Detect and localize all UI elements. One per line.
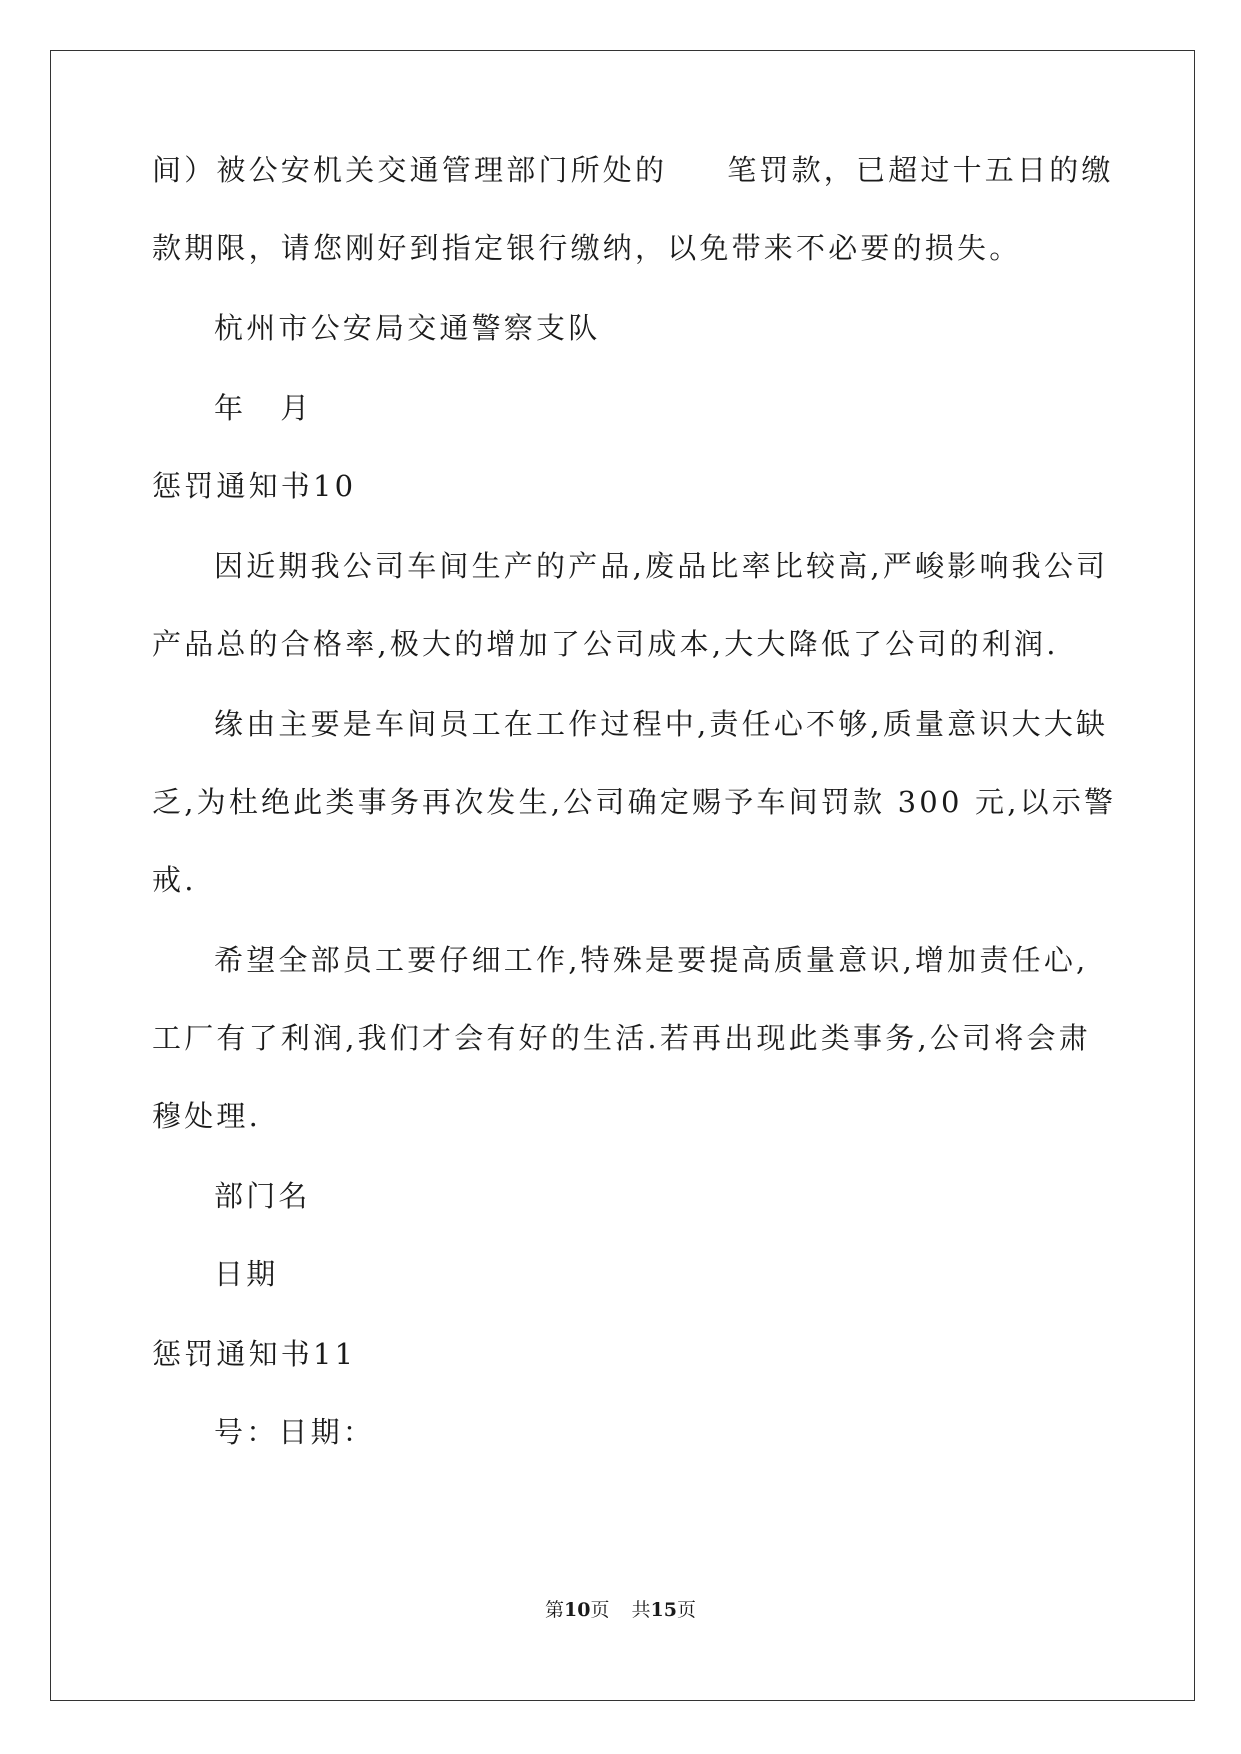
text-fragment: 间）被公安机关交通管理部门所处的: [152, 153, 668, 187]
paragraph-line: 乏,为杜绝此类事务再次发生,公司确定赐予车间罚款 300 元,以示警: [152, 785, 1117, 819]
paragraph-line: 号：日期：: [214, 1415, 376, 1449]
total-prefix: 共: [631, 1599, 651, 1621]
paragraph-line: 工厂有了利润,我们才会有好的生活.若再出现此类事务,公司将会肃: [152, 1021, 1091, 1055]
page-current: 10: [564, 1599, 591, 1621]
paragraph-line: [152, 150, 1114, 190]
paragraph-line: 戒.: [152, 863, 197, 897]
paragraph-line: 款期限，请您刚好到指定银行缴纳，以免带来不必要的损失。: [152, 231, 1022, 265]
text-fragment: 笔罚款，已超过十五日的缴: [727, 153, 1114, 187]
signature-org: 杭州市公安局交通警察支队: [214, 311, 601, 345]
paragraph-line: 产品总的合格率,极大的增加了公司成本,大大降低了公司的利润.: [152, 627, 1059, 661]
notice-heading: 惩罚通知书10: [152, 469, 357, 503]
paragraph-line: 希望全部员工要仔细工作,特殊是要提高质量意识,增加责任心,: [214, 943, 1089, 977]
department-name: 部门名: [214, 1179, 311, 1213]
paragraph-line: 穆处理.: [152, 1099, 262, 1133]
notice-heading: 惩罚通知书11: [152, 1337, 357, 1371]
page-suffix: 页: [590, 1599, 610, 1621]
date-month: 月: [280, 391, 313, 425]
paragraph-line: 因近期我公司车间生产的产品,废品比率比较高,严峻影响我公司: [214, 549, 1109, 583]
paragraph-line: 缘由主要是车间员工在工作过程中,责任心不够,质量意识大大缺: [214, 707, 1109, 741]
page-number-footer: [0, 1598, 1241, 1622]
signature-date: [214, 388, 312, 428]
total-suffix: 页: [676, 1599, 696, 1621]
date-year: 年: [214, 391, 247, 425]
date-label: 日期: [214, 1257, 279, 1291]
page-prefix: 第: [545, 1599, 565, 1621]
page-border: [50, 50, 1195, 1701]
page-total: 15: [650, 1599, 677, 1621]
